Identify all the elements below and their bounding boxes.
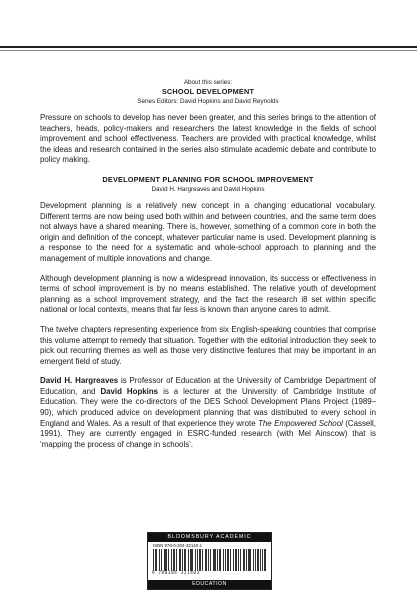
isbn-text: ISBN 978-0-304-32140-1 xyxy=(153,543,203,548)
top-rule-thin xyxy=(0,50,417,51)
series-kicker: About this series: xyxy=(183,79,233,86)
description-paragraph-1: Development planning is a relatively new concept in a changing educational vocabulary. Different terms are now being used both within and between countries, and the same term does not always have a shared meaning. There is, however, something of a common core in both the origin and definition of the concept, whatever particular name is used. Development planning is a response to the need for a systematic and whole-school approach to planning and the management of multiple innovations and change. xyxy=(40,200,376,263)
series-title: SCHOOL DEVELOPMENT xyxy=(161,87,255,96)
barcode-digits: 9 780304 321403 xyxy=(152,571,200,576)
author-name-1: David H. Hargreaves xyxy=(40,376,119,386)
description-paragraph-3: The twelve chapters representing experience from six English-speaking countries that comprise this volume attempt to remedy that situation. Together with the editorial introduction they seek to pick out recurring themes as well as those very distinctive features that may be important in an emergent field of study. xyxy=(40,324,376,366)
description-paragraph-2: Although development planning is now a widespread innovation, its success or effectiveness in terms of school improvement is by no means established. The relative youth of development planning as a school improvement strategy, and the fact the research i8 set within specific national or local contexts, means that far less is known than anyone cares to admit. xyxy=(40,273,376,315)
barcode-panel xyxy=(147,532,272,590)
category-band: EDUCATION xyxy=(148,580,271,589)
book-authors: David H. Hargreaves and David Hopkins xyxy=(151,185,265,193)
back-cover-text xyxy=(40,78,376,459)
author-bio-text-2: is a lecturer at the University of Cambridge Institute of Education. They were the co-directors of the DES School Development Plans Project (1989–90), which produced advice on development planning that was distributed to every school in England and Wales. As a result of that experience they wrote xyxy=(40,386,377,428)
top-rule xyxy=(0,46,417,48)
barcode-icon xyxy=(153,549,266,571)
cited-book-title: The Empowered School xyxy=(258,418,343,428)
author-bio-text-1: is Professor of Education at the University of Cambridge Department of Education, and xyxy=(40,376,376,396)
author-bio-text-3: (Cassell, 1991). They are currently engaged in ESRC-funded research (with Mel Ainscow) that is ‘mapping the process of change in schools’. xyxy=(40,418,377,449)
author-bio xyxy=(40,376,376,450)
series-blurb: Pressure on schools to develop has never been greater, and this series brings to the attention of teachers, heads, policy-makers and researchers the latest knowledge in the fields of school improvement and school effectiveness. Teachers are provided with practical knowledge, whilst the ideas and research contained in the series also stimulate academic debate and contribute to policy making. xyxy=(40,113,376,165)
series-editors: Series Editors: David Hopkins and David Reynolds xyxy=(137,98,279,105)
author-name-2: David Hopkins xyxy=(100,386,159,396)
publisher-band: BLOOMSBURY ACADEMIC xyxy=(148,533,271,542)
book-title: DEVELOPMENT PLANNING FOR SCHOOL IMPROVEMENT xyxy=(102,174,314,184)
